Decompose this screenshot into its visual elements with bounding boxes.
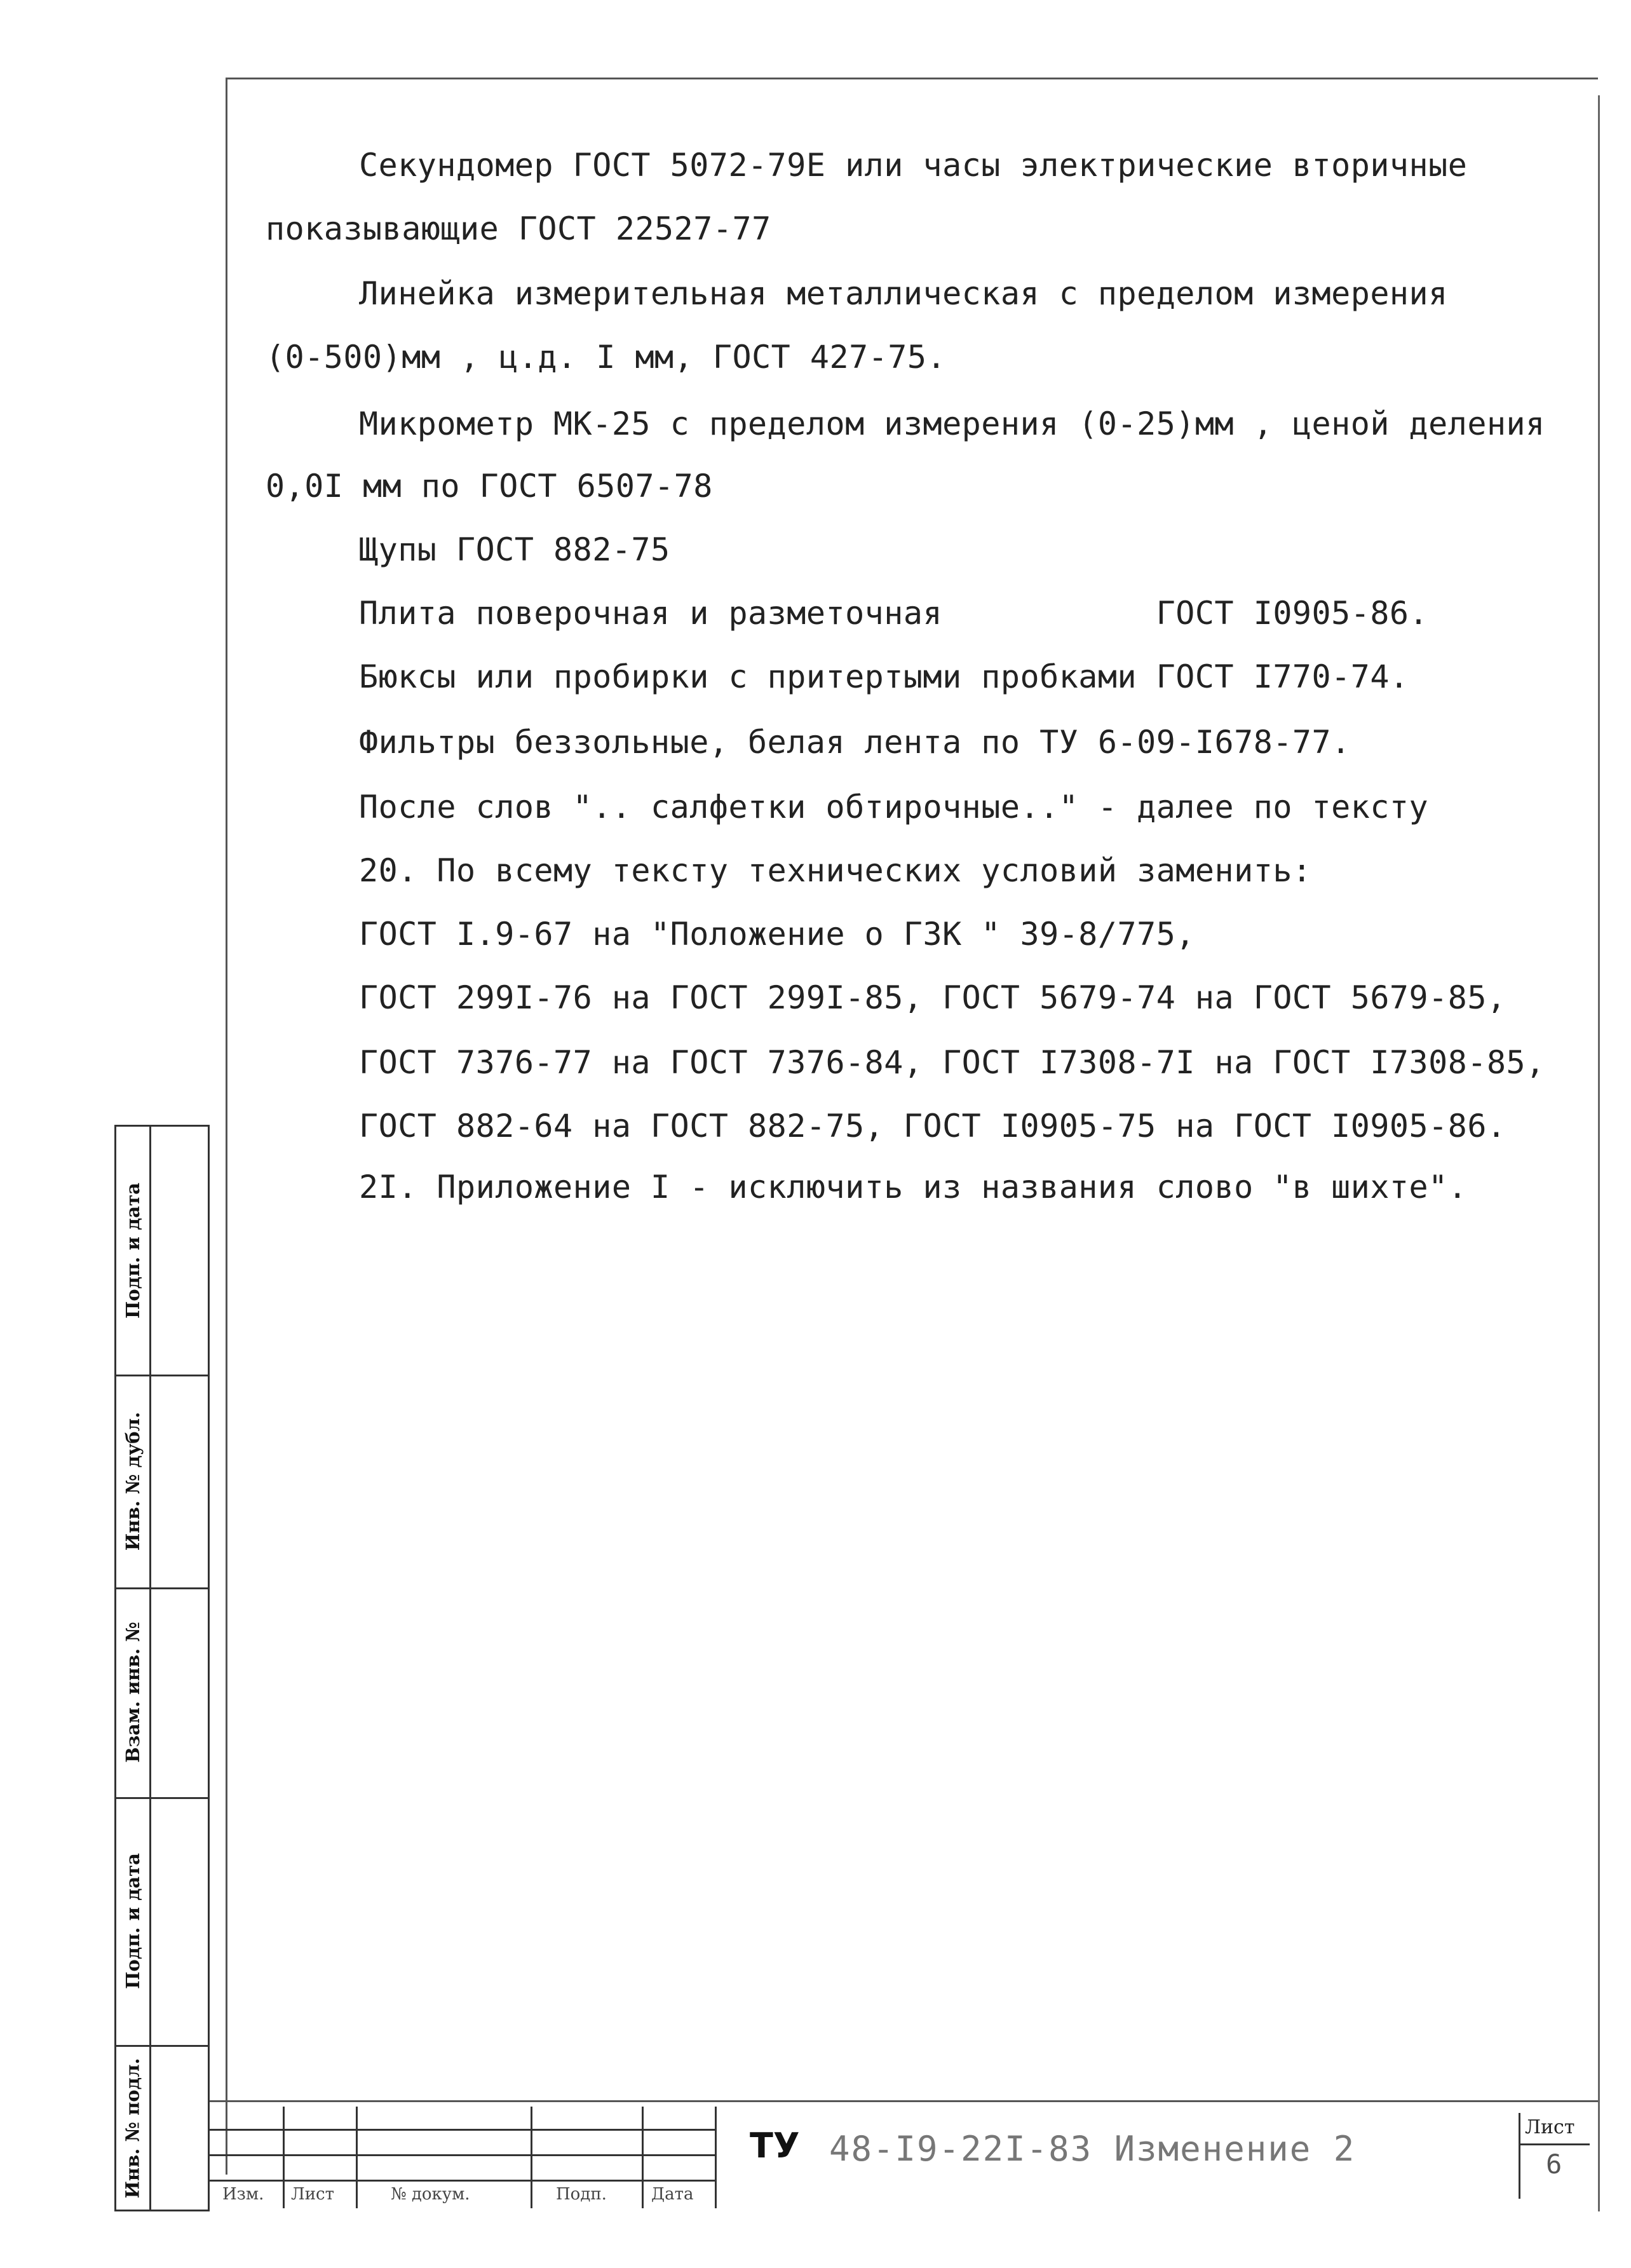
grid-line [283,2107,285,2208]
stamp-cell-podp-data-1 [115,1127,151,1375]
text-line: Щупы ГОСТ 882-75 [359,531,670,568]
grid-line [715,2107,717,2208]
stamp-label-text: Подп. и дата [122,1183,144,1319]
text-line: 20. По всему тексту технических условий заменить: [359,852,1312,889]
document-code: 48-I9-22I-83 Изменение 2 [829,2129,1356,2169]
text-line: Линейка измерительная металлическая с пределом измерения [359,275,1448,312]
text-line: После слов ".. салфетки обтирочные.." - далее по тексту [359,789,1429,825]
grid-line [210,2180,715,2182]
caption-izm: Изм. [222,2185,264,2204]
sheet-divider [1519,2143,1590,2145]
sheet-label: Лист [1525,2116,1575,2138]
sheet-number: 6 [1546,2149,1562,2180]
title-block [210,2100,1598,2211]
grid-line [531,2107,532,2208]
stamp-cell-inv-podl [115,2045,151,2211]
text-line: ГОСТ 7376-77 на ГОСТ 7376-84, ГОСТ I7308-7I на ГОСТ I7308-85, [359,1044,1545,1081]
caption-docum: № докум. [391,2185,470,2204]
caption-data: Дата [651,2185,694,2204]
page-frame-left [226,78,227,2175]
stamp-cell-podp-data-2 [115,1797,151,2045]
stamp-label-text: Инв. № подл. [122,2058,144,2199]
page-frame-top [226,78,1598,79]
text-line: Фильтры беззольные, белая лента по ТУ 6-09-I678-77. [359,724,1351,761]
text-line: 2I. Приложение I - исключить из названия слово "в шихте". [359,1169,1468,1205]
text-line: Бюксы или пробирки с притертыми пробками ГОСТ I770-74. [359,658,1409,695]
text-line: ГОСТ 882-64 на ГОСТ 882-75, ГОСТ I0905-75 на ГОСТ I0905-86. [359,1108,1506,1144]
text-line: Секундомер ГОСТ 5072-79Е или часы электрические вторичные [359,147,1468,184]
stamp-cell-vzam-inv [115,1587,151,1797]
stamp-label-text: Инв. № дубл. [122,1411,144,1551]
text-line: ГОСТ I.9-67 на "Положение о ГЗК " 39-8/775, [359,916,1195,953]
text-line: показывающие ГОСТ 22527-77 [266,210,771,247]
text-line: (0-500)мм , ц.д. I мм, ГОСТ 427-75. [266,339,947,376]
text-line: ГОСТ 299I-76 на ГОСТ 299I-85, ГОСТ 5679-74 на ГОСТ 5679-85, [359,979,1506,1016]
stamp-label-text: Подп. и дата [122,1853,144,1989]
grid-line [210,2154,715,2156]
document-code-prefix: ТУ [750,2126,800,2166]
text-line: 0,0I мм по ГОСТ 6507-78 [266,468,713,505]
caption-podp: Подп. [556,2185,607,2204]
grid-line [356,2107,358,2208]
margin-stamp-table [114,1125,210,2211]
caption-list: Лист [291,2185,334,2204]
text-line: Микрометр МК-25 с пределом измерения (0-25)мм , ценой деления [359,405,1545,442]
stamp-label-text: Взам. инв. № [122,1622,144,1763]
text-line: Плита поверочная и разметочная ГОСТ I0905-86. [359,595,1429,632]
grid-line [642,2107,644,2208]
title-block-border [210,2100,1598,2102]
grid-line [210,2129,715,2131]
page-frame-right [1598,95,1600,2211]
stamp-cell-inv-dubl [115,1375,151,1587]
